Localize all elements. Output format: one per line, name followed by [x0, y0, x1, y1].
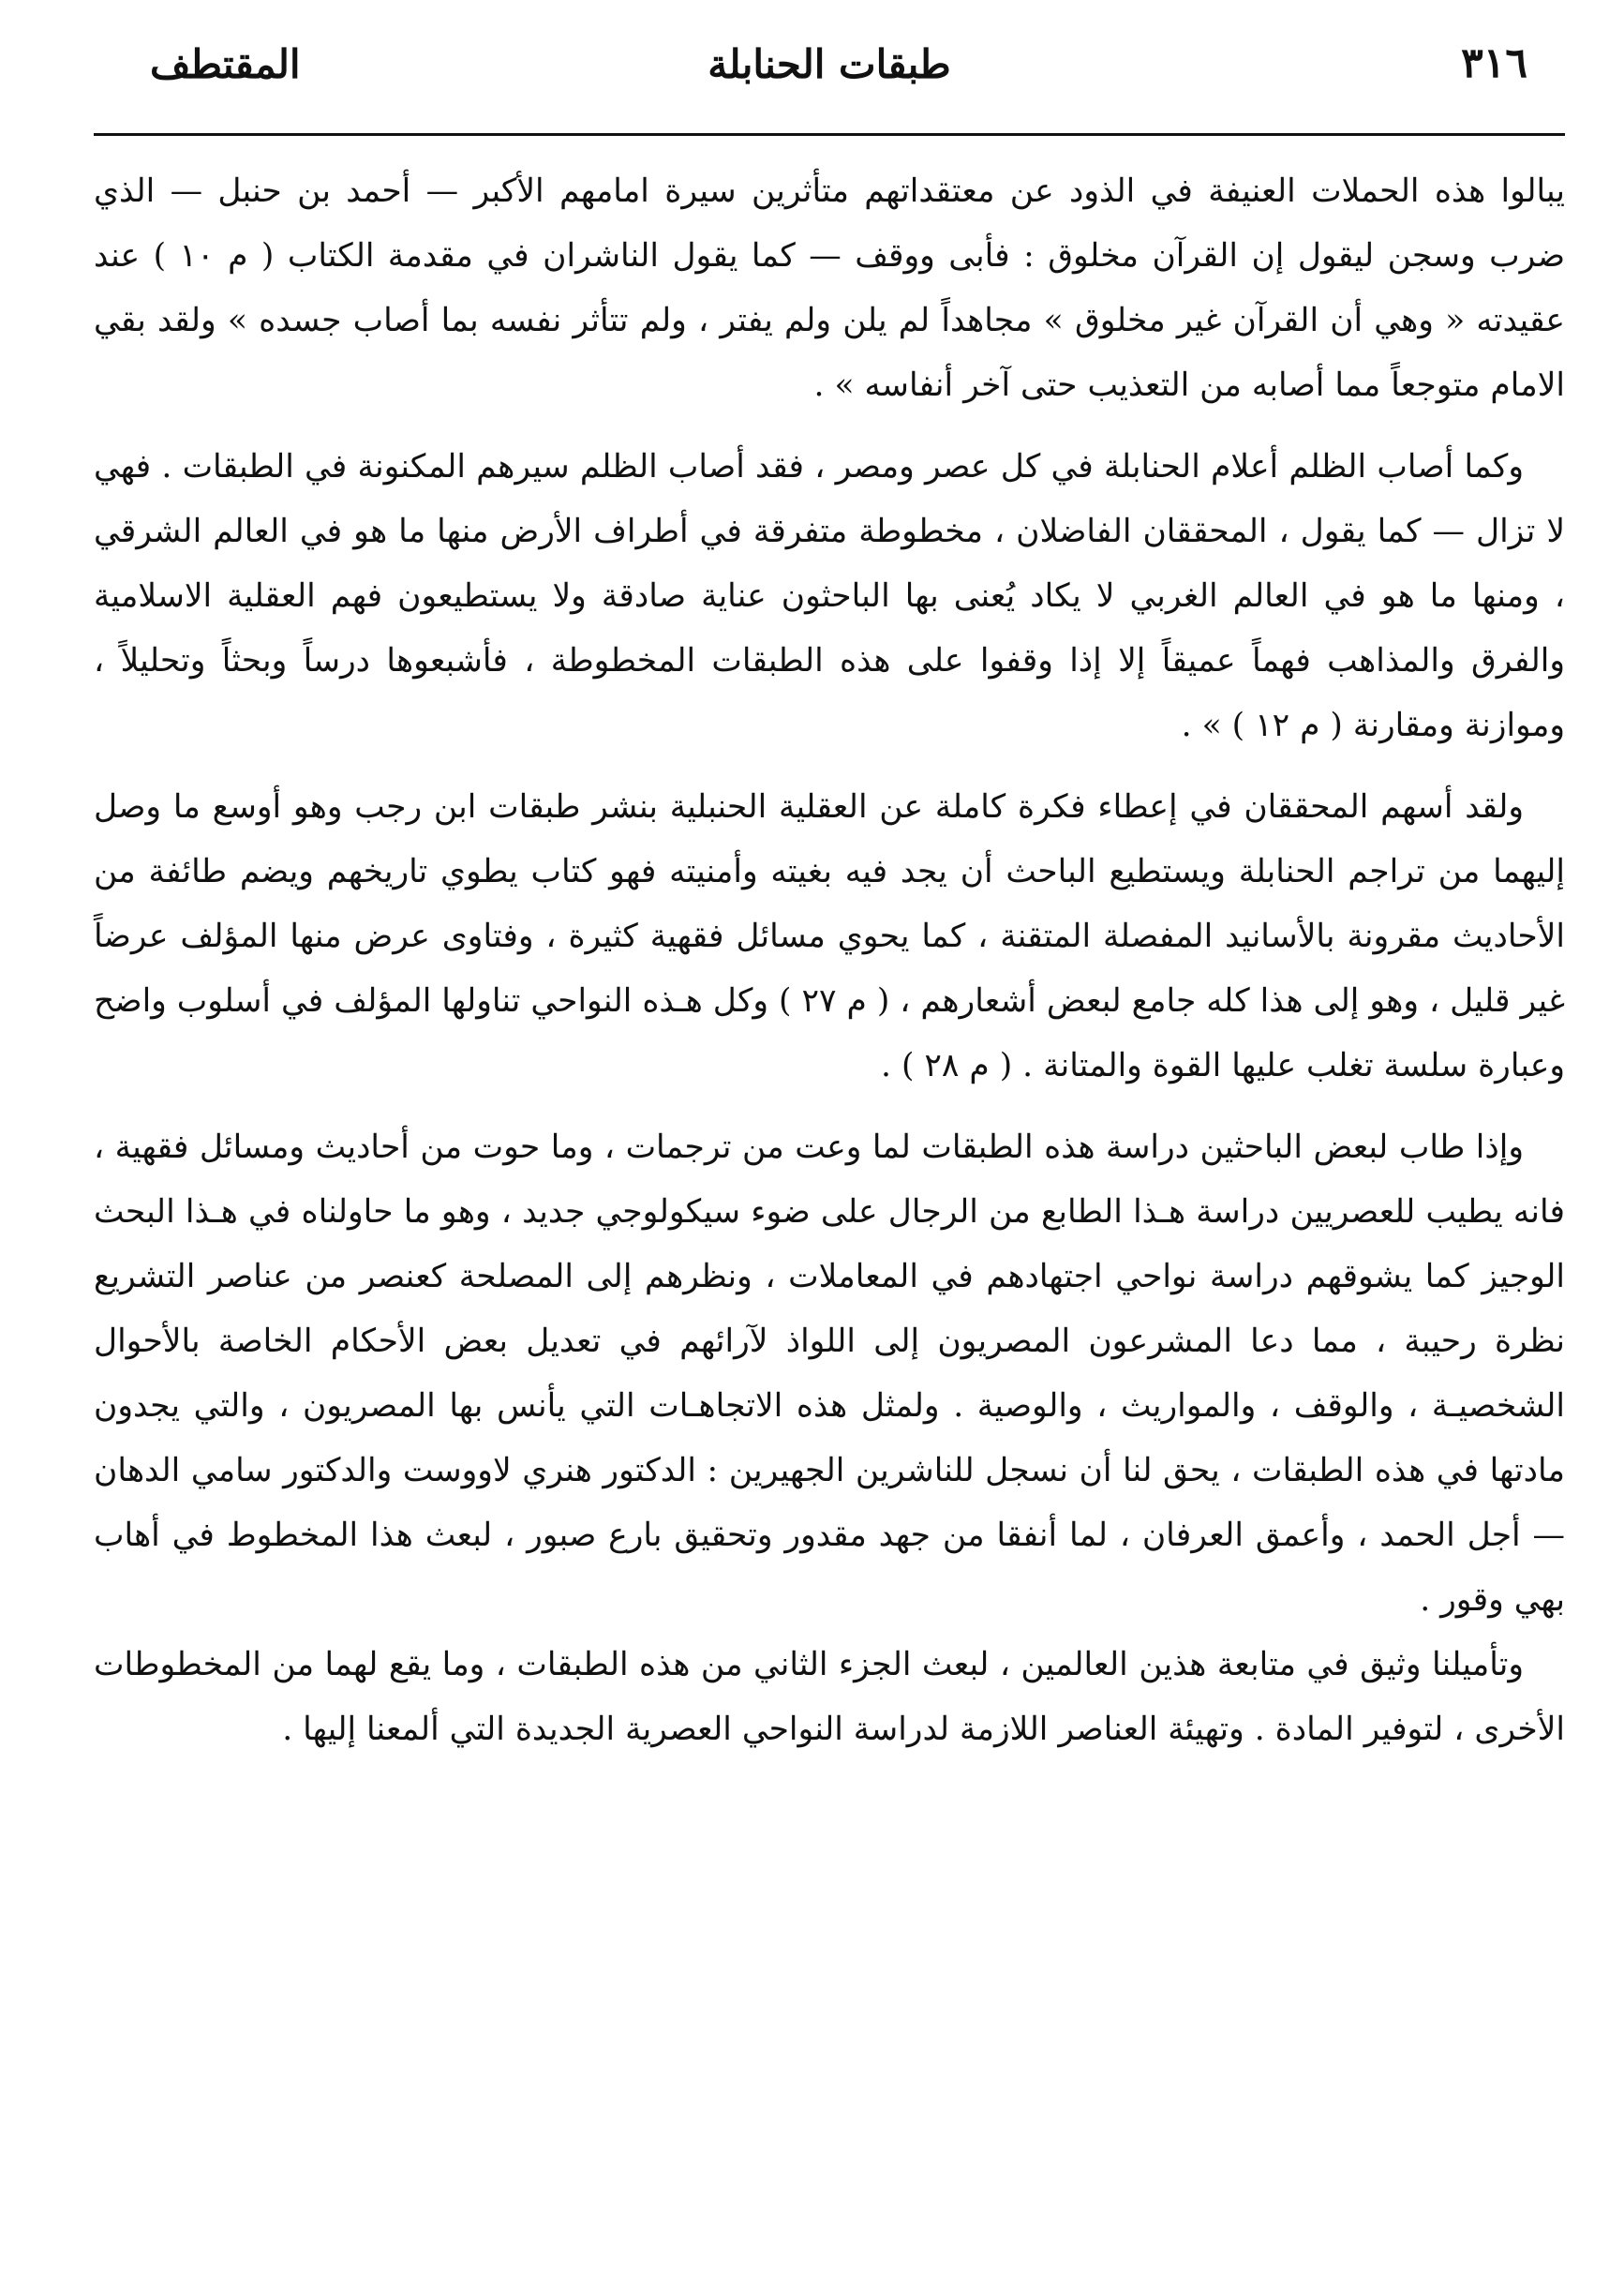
paragraph-2 — [94, 435, 1565, 758]
book-page — [94, 28, 1565, 2268]
section-title: المقتطف — [150, 41, 301, 87]
paragraph-4-text: وإذا طاب لبعض الباحثين دراسة هذه الطبقات لما وعت من ترجمات ، وما حوت من أحاديث ومسائل فقهية ، فانه يطيب للعصريين دراسة هـذا الطابع من الرجال على ضوء سيكولوجي جديد ، وهو ما حاولناه في هـذا البحث الوجيز كما يشوقهم دراسة نواحي اجتهادهم في المعاملات ، ونظرهم إلى المصلحة كعنصر من عناصر التشريع نظرة رحيبة ، مما دعا المشرعون المصريون إلى اللواذ لآرائهم في تعديل بعض الأحكام الخاصة بالأحوال الشخصيـة ، والوقف ، والمواريث ، والوصية . ولمثل هذه الاتجاهـات التي يأنس بها المصريون ، والتي يجدون مادتها في هذه الطبقات ، يحق لنا أن نسجل للناشرين الجهيرين : الدكتور هنري لاووست والدكتور سامي الدهان — أجل الحمد ، وأعمق العرفان ، لما أنفقا من جهد مقدور وتحقيق بارع صبور ، لبعث هذا المخطوط في أهاب بهي وقور . — [94, 1129, 1565, 1619]
paragraph-1 — [94, 159, 1565, 418]
paragraph-5-text: وتأميلنا وثيق في متابعة هذين العالمين ، لبعث الجزء الثاني من هذه الطبقات ، وما يقع لهما من المخطوطات الأخرى ، لتوفير المادة . وتهيئة العناصر اللازمة لدراسة النواحي العصرية الجديدة التي ألمعنا إليها . — [94, 1646, 1565, 1748]
paragraph-4 — [94, 1115, 1565, 1633]
paragraph-2-text: وكما أصاب الظلم أعلام الحنابلة في كل عصر ومصر ، فقد أصاب الظلم سيرهم المكنونة في الطبقات . فهي لا تزال — كما يقول ، المحققان الفاضلان ، مخطوطة متفرقة في أطراف الأرض منها ما هو في العالم الشرقي ، ومنها ما هو في العالم الغربي لا يكاد يُعنى بها الباحثون عناية صادقة ولا يستطيعون فهم العقلية الاسلامية والفرق والمذاهب فهماً عميقاً إلا إذا وقفوا على هذه الطبقات المخطوطة ، فأشبعوها درساً وبحثاً وتحليلاً ، وموازنة ومقارنة ( م ١٢ ) » . — [94, 448, 1565, 744]
page-header — [94, 28, 1565, 131]
body-text — [94, 159, 1565, 1762]
page-number: ٣١٦ — [1461, 39, 1527, 87]
running-title: طبقات الحنابلة — [708, 41, 951, 87]
paragraph-3-text: ولقد أسهم المحققان في إعطاء فكرة كاملة عن العقلية الحنبلية بنشر طبقات ابن رجب وهو أوسع ما وصل إليهما من تراجم الحنابلة ويستطيع الباحث أن يجد فيه بغيته وأمنيته فهو كتاب يطوي تاريخهم ويضم طائفة من الأحاديث مقرونة بالأسانيد المفصلة المتقنة ، كما يحوي مسائل فقهية كثيرة ، وفتاوى عرض منها المؤلف عرضاً غير قليل ، وهو إلى هذا كله جامع لبعض أشعارهم ، ( م ٢٧ ) وكل هـذه النواحي تناولها المؤلف في أسلوب واضح وعبارة سلسة تغلب عليها القوة والمتانة . ( م ٢٨ ) . — [94, 788, 1566, 1084]
paragraph-3 — [94, 775, 1565, 1099]
paragraph-1-text: يبالوا هذه الحملات العنيفة في الذود عن معتقداتهم متأثرين سيرة امامهم الأكبر — أحمد بن حنبل — الذي ضرب وسجن ليقول إن القرآن مخلوق : فأبى ووقف — كما يقول الناشران في مقدمة الكتاب ( م ١٠ ) عند عقيدته « وهي أن القرآن غير مخلوق » مجاهداً لم يلن ولم يفتر ، ولم تتأثر نفسه بما أصاب جسده » ولقد بقي الامام متوجعاً مما أصابه من التعذيب حتى آخر أنفاسه » . — [94, 172, 1565, 404]
header-divider — [94, 133, 1565, 136]
paragraph-5 — [94, 1633, 1565, 1762]
